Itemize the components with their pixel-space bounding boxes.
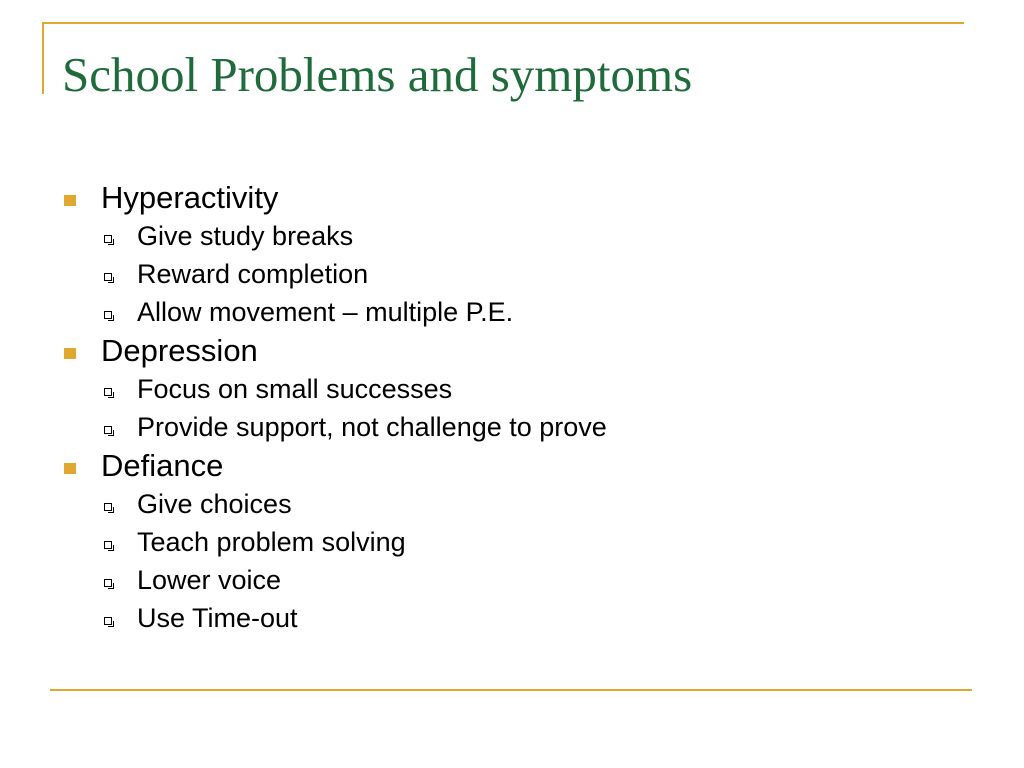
box-bullet-icon bbox=[104, 541, 112, 549]
box-bullet-icon bbox=[104, 503, 112, 511]
bullet-label: Depression bbox=[101, 333, 258, 368]
bullet-item-defiance bbox=[62, 446, 607, 637]
sub-bullet-item bbox=[101, 408, 607, 446]
sub-bullet-list bbox=[101, 217, 607, 331]
square-bullet-icon bbox=[64, 348, 76, 359]
sub-bullet-label: Lower voice bbox=[137, 565, 282, 595]
box-bullet-icon bbox=[104, 426, 112, 434]
bullet-label: Hyperactivity bbox=[101, 180, 279, 215]
square-bullet-icon bbox=[64, 463, 76, 474]
sub-bullet-item bbox=[101, 599, 607, 637]
bullet-item-hyperactivity bbox=[62, 178, 607, 331]
left-accent-rule bbox=[42, 22, 44, 94]
sub-bullet-label: Provide support, not challenge to prove bbox=[137, 412, 607, 442]
sub-bullet-label: Teach problem solving bbox=[137, 527, 406, 557]
sub-bullet-label: Use Time-out bbox=[137, 603, 298, 633]
sub-bullet-list bbox=[101, 485, 607, 637]
bullet-item-depression bbox=[62, 331, 607, 446]
sub-bullet-label: Focus on small successes bbox=[137, 374, 453, 404]
sub-bullet-label: Give study breaks bbox=[137, 221, 354, 251]
sub-bullet-item bbox=[101, 255, 607, 293]
sub-bullet-label: Give choices bbox=[137, 489, 292, 519]
box-bullet-icon bbox=[104, 388, 112, 396]
sub-bullet-label: Reward completion bbox=[137, 259, 369, 289]
box-bullet-icon bbox=[104, 235, 112, 243]
box-bullet-icon bbox=[104, 617, 112, 625]
bullet-label: Defiance bbox=[101, 448, 224, 483]
sub-bullet-item bbox=[101, 293, 607, 331]
sub-bullet-list bbox=[101, 370, 607, 446]
box-bullet-icon bbox=[104, 579, 112, 587]
bullet-list bbox=[62, 178, 607, 637]
slide-title: School Problems and symptoms bbox=[62, 47, 693, 102]
top-accent-rule bbox=[42, 22, 964, 24]
sub-bullet-item bbox=[101, 561, 607, 599]
box-bullet-icon bbox=[104, 273, 112, 281]
sub-bullet-item bbox=[101, 485, 607, 523]
bottom-accent-rule bbox=[50, 689, 972, 691]
square-bullet-icon bbox=[64, 195, 76, 206]
sub-bullet-item bbox=[101, 370, 607, 408]
sub-bullet-item bbox=[101, 217, 607, 255]
box-bullet-icon bbox=[104, 311, 112, 319]
sub-bullet-item bbox=[101, 523, 607, 561]
sub-bullet-label: Allow movement – multiple P.E. bbox=[137, 297, 514, 327]
